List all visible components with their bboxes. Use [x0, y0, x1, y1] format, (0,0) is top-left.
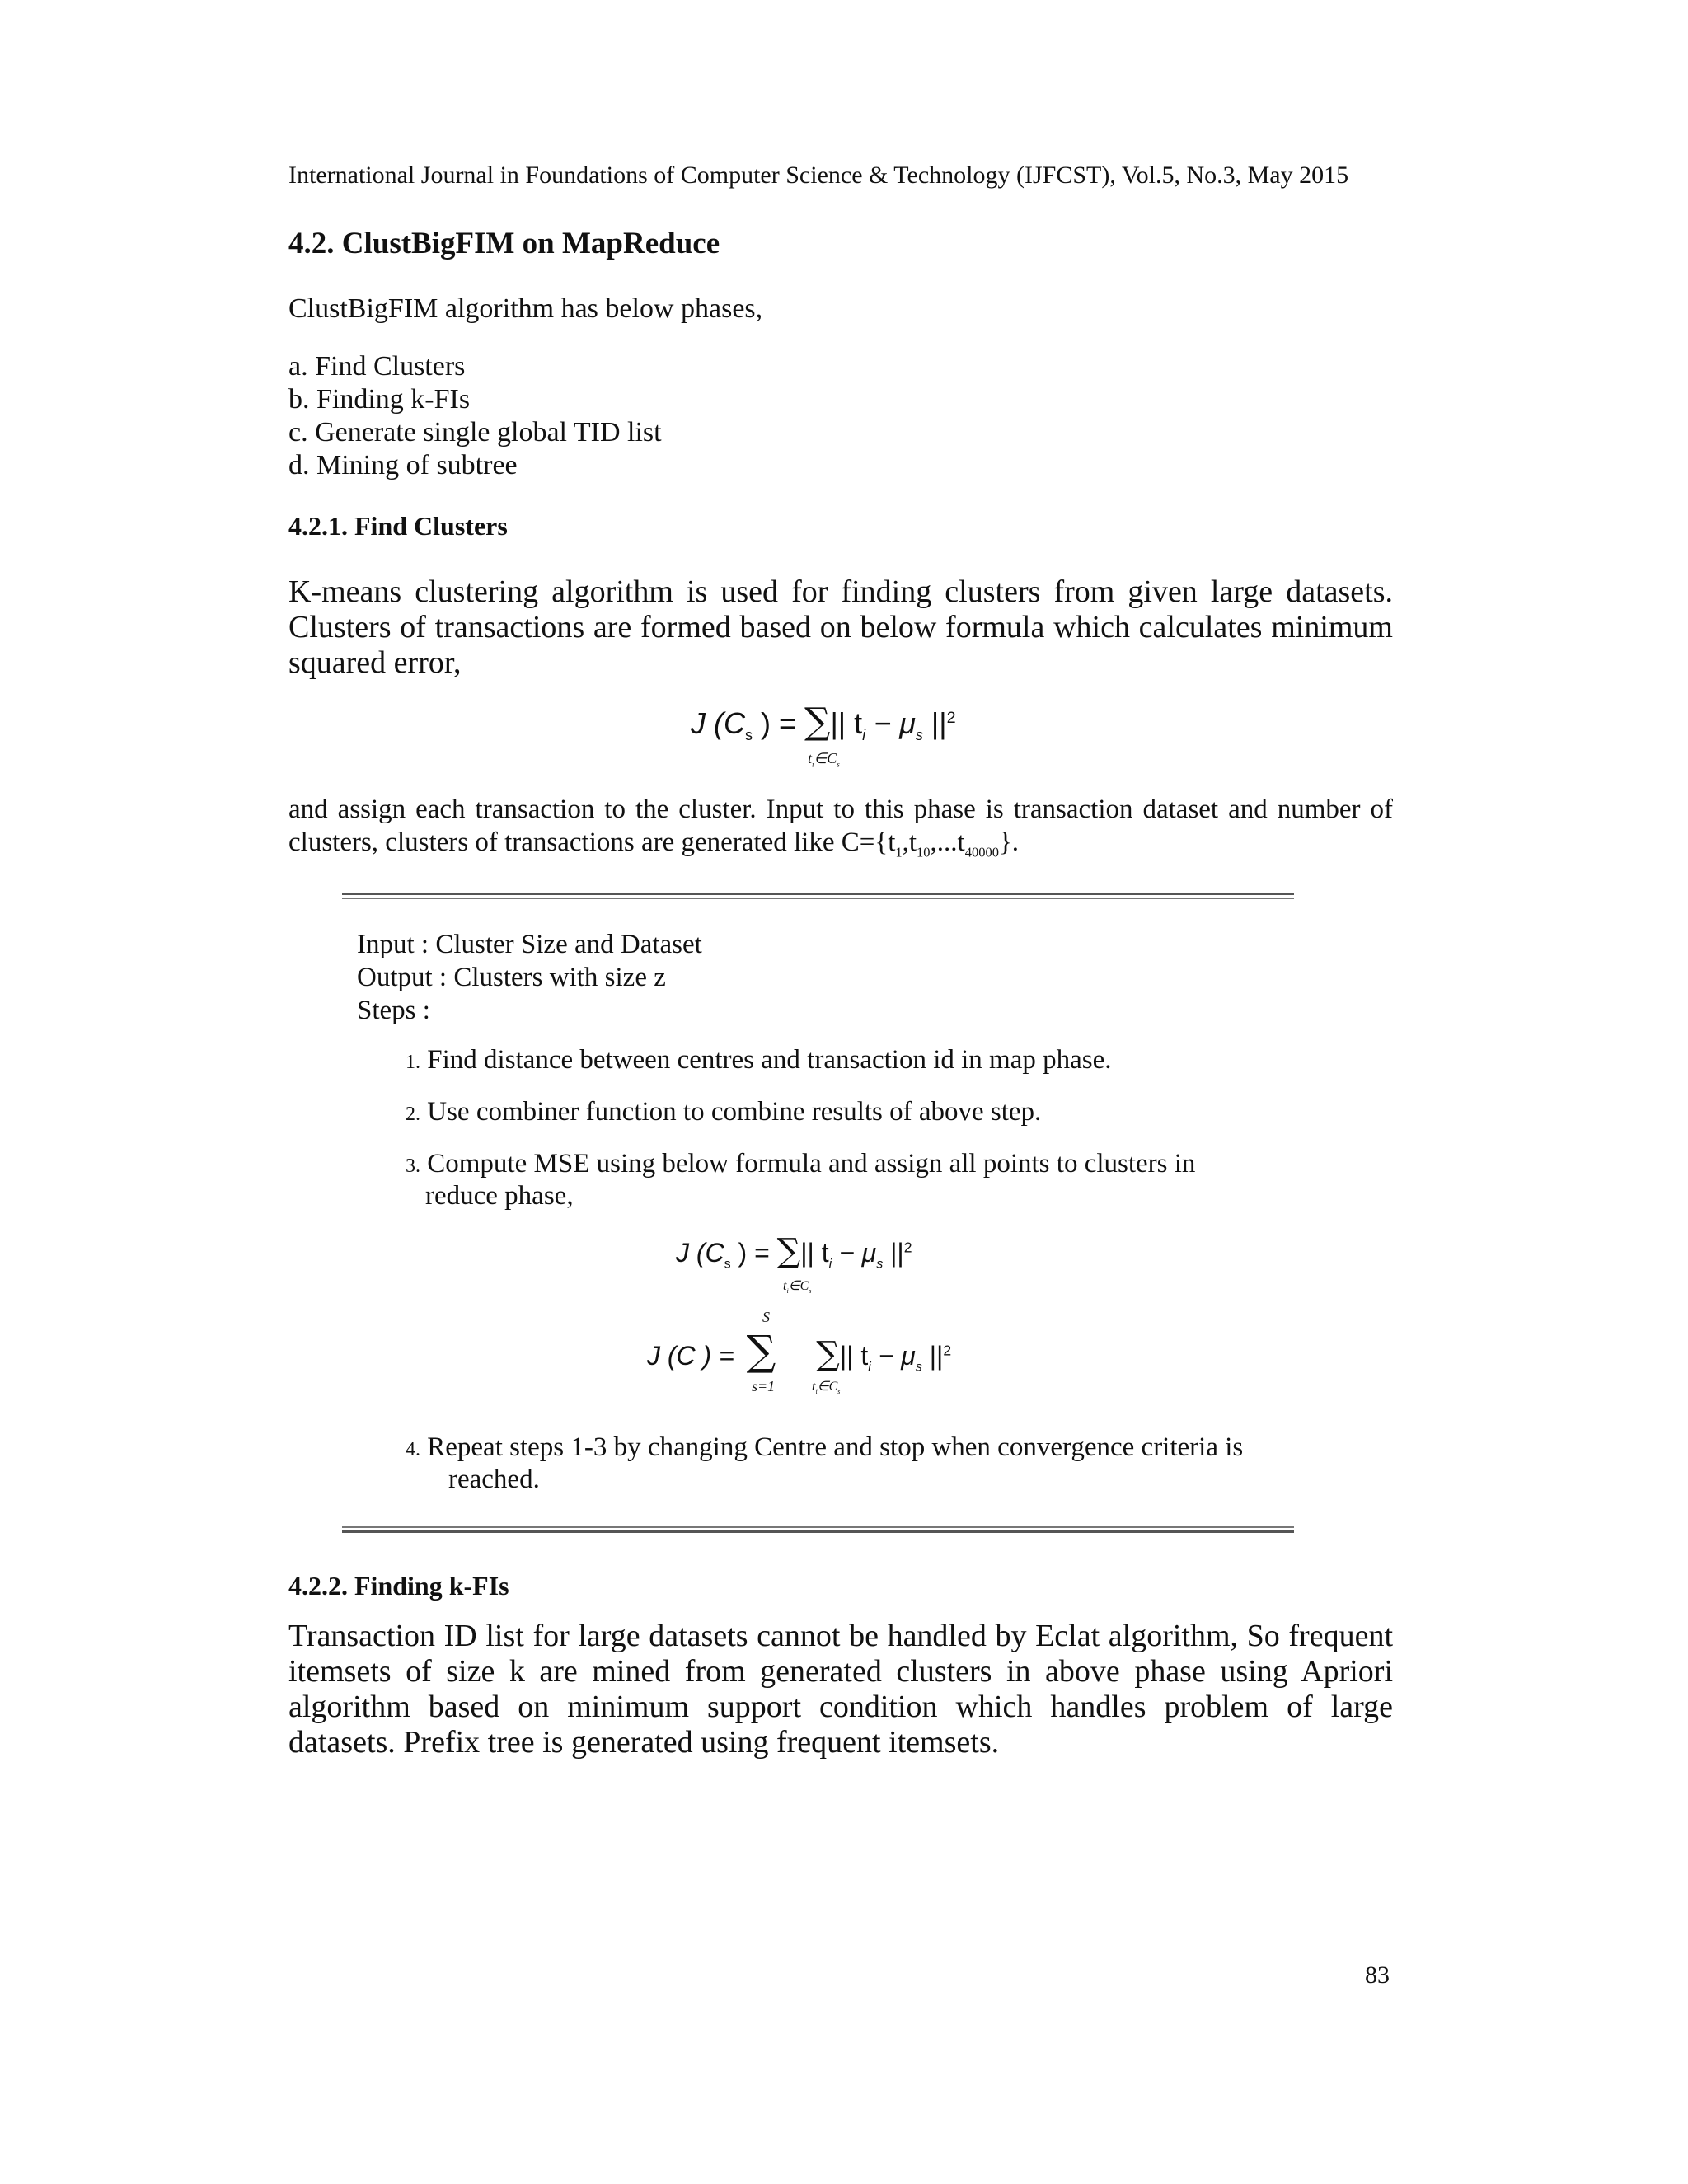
eq-under-i: i — [786, 1287, 789, 1296]
eq-square: 2 — [903, 1239, 912, 1256]
eq-norm: || t — [839, 1341, 869, 1371]
algorithm-output: Output : Clusters with size z — [357, 963, 666, 992]
list-item: d. Mining of subtree — [288, 450, 518, 480]
list-item: c. Generate single global TID list — [288, 417, 662, 448]
step-number: 1. — [406, 1052, 420, 1073]
sub: 40000 — [964, 844, 999, 860]
sub: 1 — [895, 844, 903, 860]
step-text: Repeat steps 1-3 by changing Centre and stop when convergence criteria is — [427, 1432, 1244, 1462]
eq-mu: − μ — [870, 1341, 916, 1371]
eq-lhs: J (C ) = — [647, 1341, 742, 1371]
list-item: a. Find Clusters — [288, 351, 466, 382]
eq-norm: || t — [830, 706, 863, 740]
running-header: International Journal in Foundations of Computer Science & Technology (IJFCST), Vol.5, No.3, May 2015 — [288, 162, 1349, 189]
step-text-cont: reached. — [448, 1465, 540, 1494]
equation-box-cluster-error — [676, 1232, 912, 1272]
algorithm-top-rule-2 — [342, 898, 1294, 899]
algorithm-bottom-rule-2 — [342, 1530, 1294, 1533]
eq-under-in: ∈C — [788, 1279, 809, 1293]
algorithm-step — [406, 1045, 1112, 1077]
eq-square: 2 — [943, 1342, 952, 1359]
algorithm-top-rule — [342, 893, 1294, 895]
find-clusters-paragraph: K-means clustering algorithm is used for finding clusters from given large datasets. Clusters of transactions are formed based on below formula which calculates minimum squared error, — [288, 574, 1393, 680]
eq-sub: i — [828, 1257, 832, 1272]
eq-under-in: ∈C — [817, 1380, 838, 1394]
sigma-symbol: ∑ — [746, 1327, 776, 1375]
eq-lhs-sub: s — [745, 727, 753, 744]
sigma-symbol: ∑ — [816, 1335, 840, 1373]
eq-under-in: ∈C — [814, 750, 837, 766]
phase-list — [288, 350, 662, 482]
eq-mu: − μ — [832, 1238, 877, 1268]
sum-upper-limit: S — [762, 1309, 770, 1325]
step-text: Use combiner function to combine results of above step. — [427, 1097, 1042, 1127]
sigma-subscript — [808, 750, 840, 769]
step-number: 4. — [406, 1439, 420, 1460]
algorithm-bottom-rule — [342, 1526, 1294, 1528]
sigma-symbol: ∑ — [776, 1232, 801, 1270]
subsection-title-finding-kfis: 4.2.2. Finding k-FIs — [288, 1571, 509, 1601]
step-number: 2. — [406, 1104, 420, 1125]
eq-under-s: s — [809, 1287, 812, 1296]
step-text-cont: reduce phase, — [425, 1181, 574, 1211]
eq-equals: ) = — [753, 706, 805, 740]
algorithm-step — [406, 1097, 1041, 1129]
eq-mu: − μ — [865, 706, 916, 740]
step-number: 3. — [406, 1155, 420, 1177]
eq-norm: || — [921, 1341, 944, 1371]
eq-sub: i — [862, 727, 866, 744]
sigma-subscript — [812, 1378, 840, 1395]
intro-text: ClustBigFIM algorithm has below phases, — [288, 293, 763, 324]
eq-lhs-sub: s — [724, 1257, 731, 1272]
eq-sub: s — [915, 727, 923, 744]
assign-paragraph — [288, 793, 1393, 869]
eq-under-s: s — [837, 1388, 841, 1396]
sigma-symbol: ∑ — [804, 701, 831, 743]
finding-kfis-paragraph: Transaction ID list for large datasets cannot be handled by Eclat algorithm, So frequent itemsets of size k are mined from generated clusters in above phase using Apriori algorithm based on minimum support condition which handles problem of large datasets. Prefix tree is generated using frequent itemsets. — [288, 1619, 1393, 1760]
assign-text: ,t — [902, 827, 917, 857]
equation-cluster-error — [691, 701, 956, 744]
sigma-subscript — [783, 1277, 811, 1295]
step-text: Find distance between centres and transaction id in map phase. — [427, 1045, 1112, 1075]
assign-text: ,...t — [930, 827, 965, 857]
eq-square: 2 — [946, 709, 956, 727]
subsection-title-find-clusters: 4.2.1. Find Clusters — [288, 511, 508, 541]
eq-sub: i — [868, 1360, 871, 1375]
eq-norm: || — [883, 1238, 904, 1268]
eq-under-s: s — [837, 760, 840, 769]
eq-under-t: t — [783, 1279, 787, 1293]
equation-total-error — [647, 1327, 951, 1375]
step-text: Compute MSE using below formula and assign all points to clusters in — [427, 1149, 1196, 1179]
eq-lhs: J (C — [676, 1238, 724, 1268]
algorithm-steps-label: Steps : — [357, 996, 430, 1025]
algorithm-input: Input : Cluster Size and Dataset — [357, 930, 702, 959]
eq-under-i: i — [815, 1388, 818, 1396]
eq-norm: || — [922, 706, 947, 740]
assign-text: and assign each transaction to the cluster. Input to this phase is transaction dataset and number of clusters, clusters of transactions are generated like C={t — [288, 794, 1393, 857]
eq-under-i: i — [812, 760, 814, 769]
algorithm-step — [406, 1149, 1296, 1211]
eq-norm: || t — [800, 1238, 829, 1268]
assign-text: }. — [998, 827, 1020, 857]
list-item: b. Finding k-FIs — [288, 384, 471, 415]
sub: 10 — [917, 844, 931, 860]
algorithm-io — [357, 928, 702, 1027]
eq-sub: s — [915, 1360, 922, 1375]
eq-sub: s — [876, 1257, 884, 1272]
section-title: 4.2. ClustBigFIM on MapReduce — [288, 227, 720, 260]
eq-under-t: t — [812, 1380, 816, 1394]
page-number: 83 — [1365, 1961, 1390, 1989]
algorithm-step — [406, 1432, 1296, 1494]
eq-equals: ) = — [730, 1238, 777, 1268]
eq-lhs: J (C — [691, 706, 745, 740]
sum-lower-limit: s=1 — [752, 1378, 776, 1394]
eq-under-t: t — [808, 750, 813, 766]
